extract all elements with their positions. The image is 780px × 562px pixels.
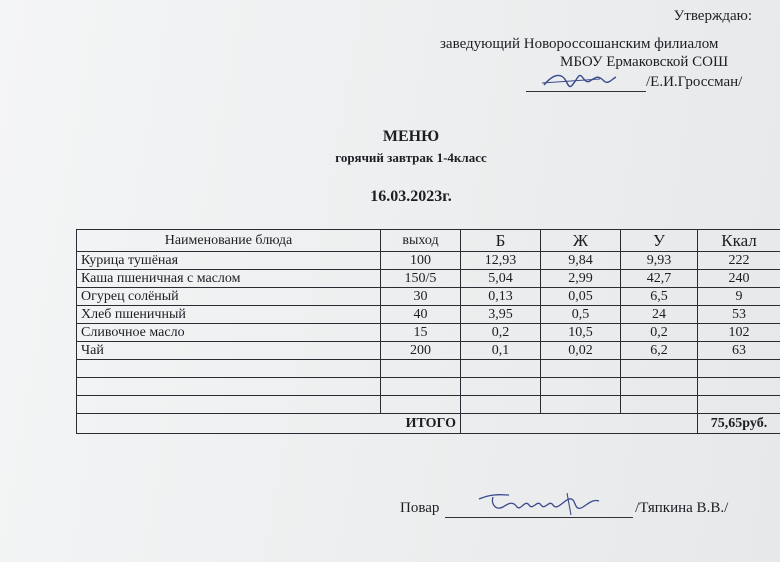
dish-portion: 30 (381, 288, 461, 306)
empty-table-row (77, 396, 780, 414)
dish-name: Каша пшеничная с маслом (77, 270, 381, 288)
dish-protein: 12,93 (461, 252, 541, 270)
approval-signature-name: /Е.И.Гроссман/ (646, 74, 743, 90)
dish-carbs: 0,2 (621, 324, 698, 342)
table-row (77, 306, 780, 324)
dish-fat: 0,02 (541, 342, 621, 360)
dish-kcal: 63 (698, 342, 780, 360)
dish-name: Курица тушёная (77, 252, 381, 270)
menu-subtitle: горячий завтрак 1-4класс (335, 150, 487, 165)
approval-position-line1: заведующий Новороссошанским филиалом (440, 36, 719, 52)
total-spacer (461, 414, 698, 434)
dish-name: Огурец солёный (77, 288, 381, 306)
approval-position-line2: МБОУ Ермаковской СОШ (560, 54, 729, 70)
header-carbs: У (621, 230, 698, 252)
cook-signature-line (400, 498, 728, 518)
dish-name: Хлеб пшеничный (77, 306, 381, 324)
dish-portion: 15 (381, 324, 461, 342)
dish-carbs: 6,5 (621, 288, 698, 306)
dish-protein: 0,1 (461, 342, 541, 360)
total-value: 75,65руб. (698, 414, 780, 434)
dish-portion: 100 (381, 252, 461, 270)
dish-portion: 40 (381, 306, 461, 324)
header-dish-name: Наименование блюда (77, 230, 381, 252)
dish-fat: 9,84 (541, 252, 621, 270)
dish-kcal: 240 (698, 270, 780, 288)
menu-table (76, 229, 780, 434)
table-row (77, 342, 780, 360)
dish-carbs: 6,2 (621, 342, 698, 360)
table-header-row (77, 230, 780, 252)
dish-portion: 200 (381, 342, 461, 360)
approval-signature-line (526, 72, 742, 92)
dish-portion: 150/5 (381, 270, 461, 288)
menu-date: 16.03.2023г. (370, 188, 452, 205)
header-protein: Б (461, 230, 541, 252)
dish-protein: 3,95 (461, 306, 541, 324)
dish-protein: 0,13 (461, 288, 541, 306)
table-row (77, 270, 780, 288)
table-row (77, 324, 780, 342)
dish-kcal: 222 (698, 252, 780, 270)
dish-fat: 0,5 (541, 306, 621, 324)
total-row (77, 414, 780, 434)
header-kcal: Ккал (698, 230, 780, 252)
dish-name: Сливочное масло (77, 324, 381, 342)
dish-carbs: 9,93 (621, 252, 698, 270)
cook-signature-blank (445, 501, 633, 518)
dish-fat: 0,05 (541, 288, 621, 306)
approval-title: Утверждаю: (673, 8, 752, 24)
approval-handwritten-signature (540, 69, 620, 93)
empty-table-row (77, 360, 780, 378)
dish-fat: 2,99 (541, 270, 621, 288)
menu-title: МЕНЮ (382, 128, 440, 145)
empty-table-row (77, 378, 780, 396)
dish-carbs: 42,7 (621, 270, 698, 288)
dish-protein: 0,2 (461, 324, 541, 342)
cook-handwritten-signature (473, 489, 603, 517)
total-label: ИТОГО (77, 414, 461, 434)
dish-kcal: 102 (698, 324, 780, 342)
cook-name: /Тяпкина В.В./ (635, 500, 729, 516)
table-row (77, 288, 780, 306)
dish-name: Чай (77, 342, 381, 360)
dish-kcal: 9 (698, 288, 780, 306)
dish-protein: 5,04 (461, 270, 541, 288)
approval-signature-blank (526, 75, 646, 92)
header-fat: Ж (541, 230, 621, 252)
header-portion: выход (381, 230, 461, 252)
dish-carbs: 24 (621, 306, 698, 324)
dish-fat: 10,5 (541, 324, 621, 342)
cook-label: Повар (400, 500, 440, 516)
dish-kcal: 53 (698, 306, 780, 324)
table-row (77, 252, 780, 270)
